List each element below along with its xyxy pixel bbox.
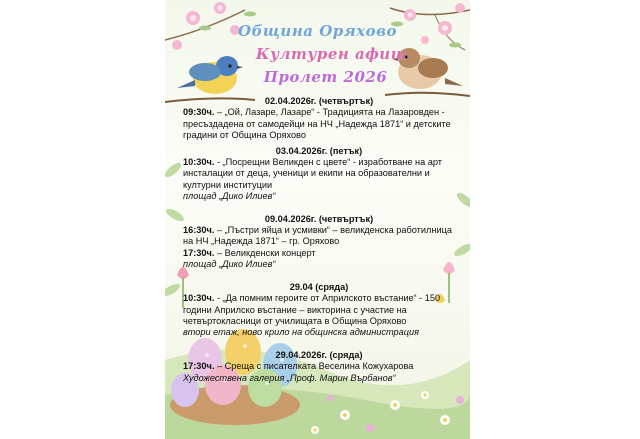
event-time: 16:30ч. [183,225,215,236]
event-time: 09:30ч. [183,107,215,118]
event-time: 10:30ч. [183,293,215,304]
event-text: – Великденски концерт [214,247,316,258]
event-time: 17:30ч. [183,361,215,372]
day-date: 09.04.2026г. (четвъртък) [264,213,374,224]
poster [165,0,470,439]
event [183,361,455,372]
day-date: 02.04.2026г. (четвъртък) [264,96,374,106]
title-line-2: Културен афиш [255,45,408,63]
event [183,225,455,248]
event [183,157,455,191]
event-text: – „Ой, Лазаре, Лазаре“ - Традицията на Лазаровден - пресъздадена от самодейци на НЧ „Надежда 1871“ и детските градини от Община Оряхово [183,107,451,141]
event-location: Художествена галерия „Проф. Марин Върбанов“ [183,372,396,383]
event [183,293,455,327]
event-text: – Среща с писателката Веселина Кожухарова [214,361,414,372]
day-date: 29.04 (сряда) [289,281,349,292]
title-line-3: Пролет 2026 [263,68,388,86]
event-time: 10:30ч. [183,157,215,168]
event-text: – „Пъстри яйца и усмивки“ – великденска работилница на НЧ „Надежда 1871“ – гр. Оряхово [183,225,452,247]
event-location: втори етаж, ново крило на общинска администрация [183,327,420,338]
event [183,248,455,259]
program [183,96,455,384]
event-location: площад „Дико Илиев“ [183,259,276,270]
event-location: площад „Дико Илиев“ [183,191,276,202]
event-text: - „Посрещни Великден с цвете“ - изработване на арт инсталации от деца, ученици и екипи на образователни и културни институции [183,157,442,190]
event-time: 17:30ч. [183,247,215,258]
event [183,107,455,141]
title-line-1: Община Оряхово [238,22,397,40]
day-date: 03.04.2026г. (петък) [275,145,363,156]
event-text: - „Да помним героите от Априлското въстание“ - 150 години Априлско въстание – викторина с участие на четвъртокласници от училищата в Община Оряхово [183,293,441,326]
day-date: 29.04.2026г. (сряда) [275,349,363,360]
